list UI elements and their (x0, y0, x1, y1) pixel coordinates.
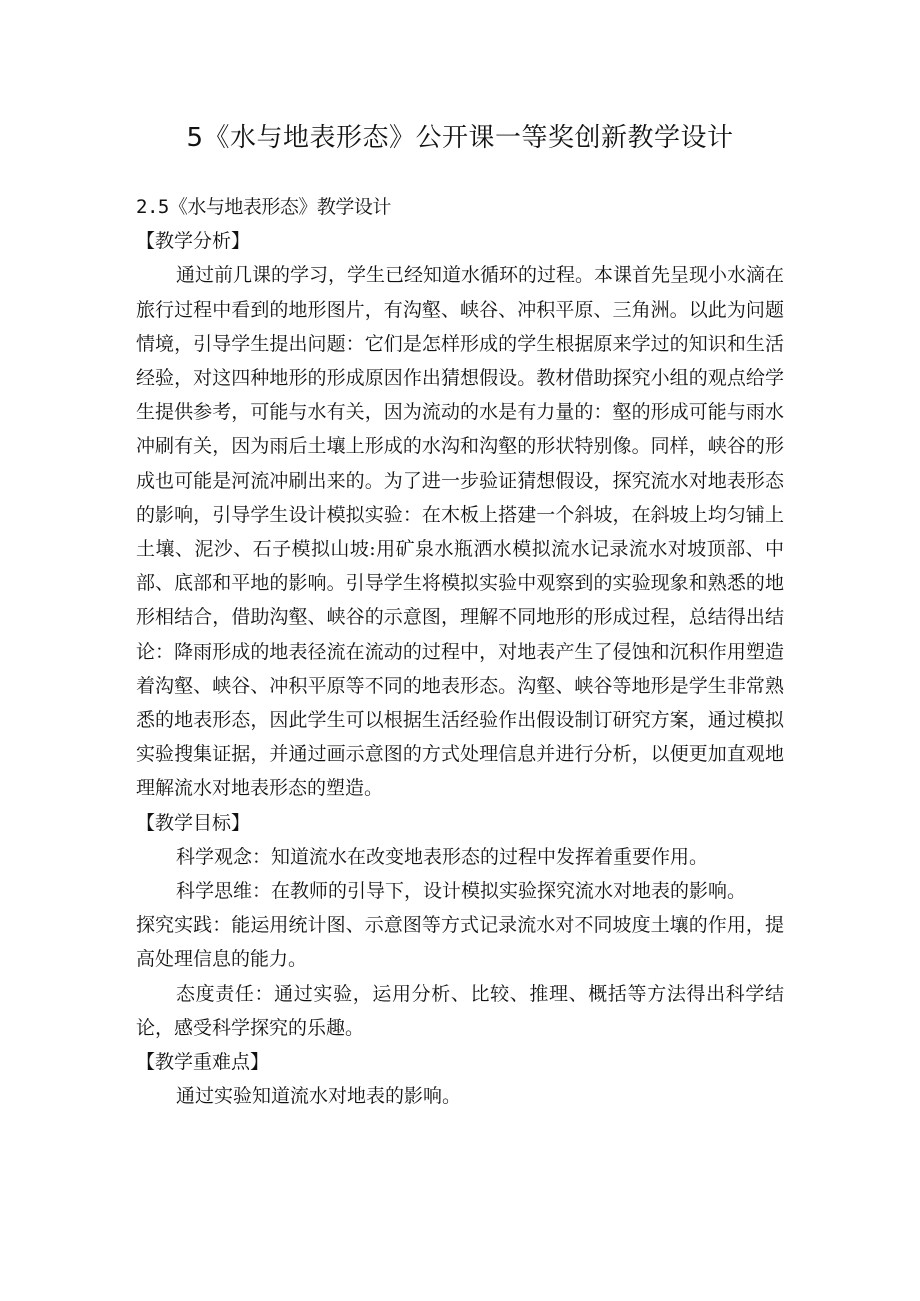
section-heading-analysis: 【教学分析】 (136, 230, 251, 253)
objective-inquiry-practice: 探究实践：能运用统计图、示意图等方式记录流水对不同坡度土壤的作用，提高处理信息的能力。 (136, 914, 784, 971)
key-points-paragraph: 通过实验知道流水对地表的影响。 (176, 1085, 462, 1108)
section-heading-key-points: 【教学重难点】 (136, 1051, 270, 1074)
analysis-paragraph: 通过前几课的学习，学生已经知道水循环的过程。本课首先呈现小水滴在旅行过程中看到的地形图片，有沟壑、峡谷、冲积平原、三角洲。以此为问题情境，引导学生提出问题：它们是怎样形成的学生根据原来学过的知识和生活经验，对这四种地形的形成原因作出猜想假设。教材借助探究小组的观点给学生提供参考，可能与水有关，因为流动的水是有力量的：壑的形成可能与雨水冲刷有关，因为雨后土壤上形成的水沟和沟壑的形状特别像。同样，峡谷的形成也可能是河流冲刷出来的。为了进一步验证猜想假设，探究流水对地表形态的影响，引导学生设计模拟实验：在木板上搭建一个斜坡，在斜坡上均匀铺上土壤、泥沙、石子模拟山坡:用矿泉水瓶洒水模拟流水记录流水对坡顶部、中部、底部和平地的影响。引导学生将模拟实验中观察到的实验现象和熟悉的地形相结合，借助沟壑、峡谷的示意图，理解不同地形的形成过程，总结得出结论：降雨形成的地表径流在流动的过程中，对地表产生了侵蚀和沉积作用塑造着沟壑、峡谷、冲积平原等不同的地表形态。沟壑、峡谷等地形是学生非常熟悉的地表形态，因此学生可以根据生活经验作出假设制订研究方案，通过模拟实验搜集证据，并通过画示意图的方式处理信息并进行分析，以便更加直观地理解流水对地表形态的塑造。 (136, 264, 785, 800)
objective-science-concept: 科学观念：知道流水在改变地表形态的过程中发挥着重要作用。 (176, 845, 709, 868)
objective-science-thinking: 科学思维：在教师的引导下，设计模拟实验探究流水对地表的影响。 (176, 880, 747, 903)
document-subtitle: 2.5《水与地表形态》教学设计 (136, 196, 391, 218)
objective-attitude: 态度责任：通过实验，运用分析、比较、推理、概括等方法得出科学结论，感受科学探究的乐趣。 (136, 982, 784, 1039)
document-title: 5《水与地表形态》公开课一等奖创新教学设计 (186, 123, 734, 153)
document-body (136, 190, 784, 1113)
section-heading-objectives: 【教学目标】 (136, 811, 251, 834)
